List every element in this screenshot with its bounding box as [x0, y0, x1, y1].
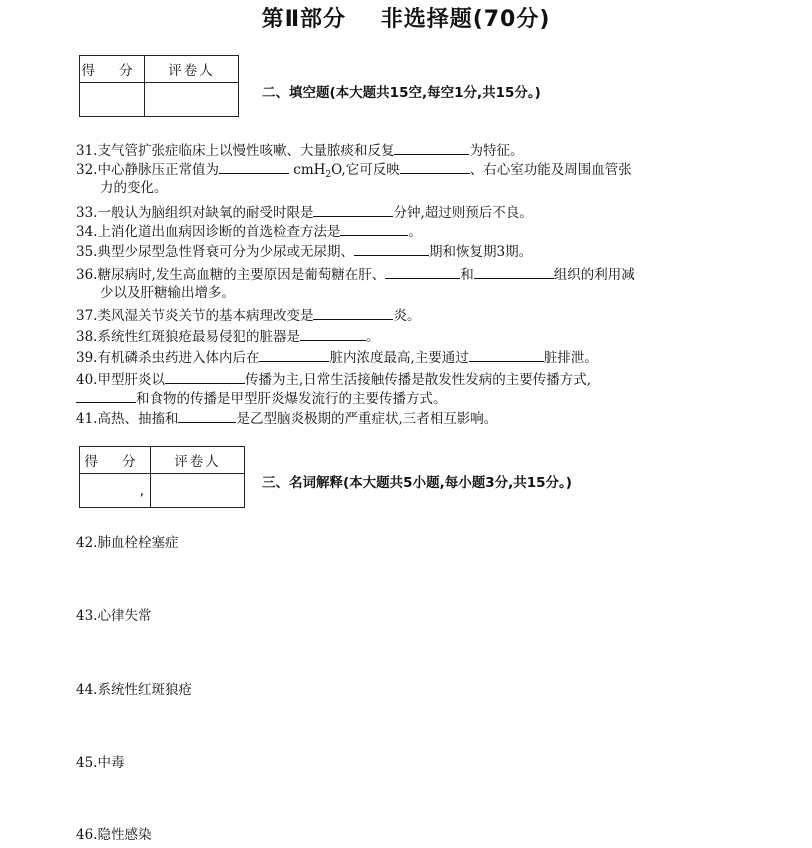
- answer-blank[interactable]: [178, 409, 236, 423]
- question-36-cont: 少以及肝糖输出增多。: [100, 285, 235, 301]
- answer-blank[interactable]: [354, 242, 429, 256]
- answer-blank[interactable]: [300, 327, 366, 341]
- answer-blank[interactable]: [219, 160, 289, 174]
- grader-cell: [151, 474, 245, 508]
- answer-blank[interactable]: [76, 389, 136, 403]
- stray-mark: ,: [139, 482, 144, 499]
- answer-blank[interactable]: [469, 348, 544, 362]
- question-32-cont: 力的变化。: [100, 180, 168, 196]
- question-37: 37.类风湿关节炎关节的基本病理改变是 炎。: [76, 308, 421, 324]
- question-34: 34.上消化道出血病因诊断的首选检查方法是 。: [76, 224, 422, 240]
- term-question: 42.肺血栓栓塞症: [76, 535, 179, 551]
- answer-blank[interactable]: [340, 222, 408, 236]
- section2-title: 二、填空题(本大题共15空,每空1分,共15分。): [262, 85, 541, 101]
- term-question: 44.系统性红斑狼疮: [76, 682, 192, 698]
- page-title: 第Ⅱ部分 非选择题(70分): [261, 7, 551, 32]
- question-35: 35.典型少尿型急性肾衰可分为少尿或无尿期、 期和恢复期3期。: [76, 244, 533, 260]
- grader-label: 评卷人: [151, 447, 245, 474]
- answer-blank[interactable]: [400, 160, 470, 174]
- answer-blank[interactable]: [165, 370, 245, 384]
- score-cell: [80, 83, 145, 117]
- question-40-cont: 和食物的传播是甲型肝炎爆发流行的主要传播方式。: [76, 389, 447, 408]
- answer-blank[interactable]: [474, 265, 554, 279]
- term-question: 46.隐性感染: [76, 827, 152, 843]
- question-36: 36.糖尿病时,发生高血糖的主要原因是葡萄糖在肝、 和 组织的利用减: [76, 267, 635, 283]
- question-41: 41.高热、抽搐和 是乙型脑炎极期的严重症状,三者相互影响。: [76, 411, 498, 427]
- score-box-section2: [79, 55, 239, 117]
- answer-blank[interactable]: [259, 348, 329, 362]
- grader-label: 评卷人: [145, 56, 239, 83]
- section3-title: 三、名词解释(本大题共5小题,每小题3分,共15分。): [262, 475, 572, 491]
- answer-blank[interactable]: [385, 265, 460, 279]
- question-40: 40.甲型肝炎以 传播为主,日常生活接触传播是散发性发病的主要传播方式,: [76, 372, 592, 388]
- score-label: 得 分: [80, 447, 151, 474]
- grader-cell: [145, 83, 239, 117]
- score-box-section3: [79, 446, 245, 508]
- term-question: 43.心律失常: [76, 608, 152, 624]
- question-39: 39.有机磷杀虫药进入体内后在 脏内浓度最高,主要通过 脏排泄。: [76, 350, 598, 366]
- score-label: 得 分: [80, 56, 145, 83]
- question-33: 33.一般认为脑组织对缺氧的耐受时限是 分钟,超过则预后不良。: [76, 205, 533, 221]
- answer-blank[interactable]: [313, 306, 393, 320]
- answer-blank[interactable]: [313, 203, 393, 217]
- answer-blank[interactable]: [394, 141, 469, 155]
- term-question: 45.中毒: [76, 755, 125, 771]
- question-38: 38.系统性红斑狼疮最易侵犯的脏器是 。: [76, 329, 380, 345]
- score-cell: [80, 474, 151, 508]
- question-31: 31.支气管扩张症临床上以慢性咳嗽、大量脓痰和反复 为特征。: [76, 143, 524, 159]
- question-32: 32.中心静脉压正常值为 cmH$_2$O,它可反映 、右心室功能及周围血管张: [76, 162, 632, 180]
